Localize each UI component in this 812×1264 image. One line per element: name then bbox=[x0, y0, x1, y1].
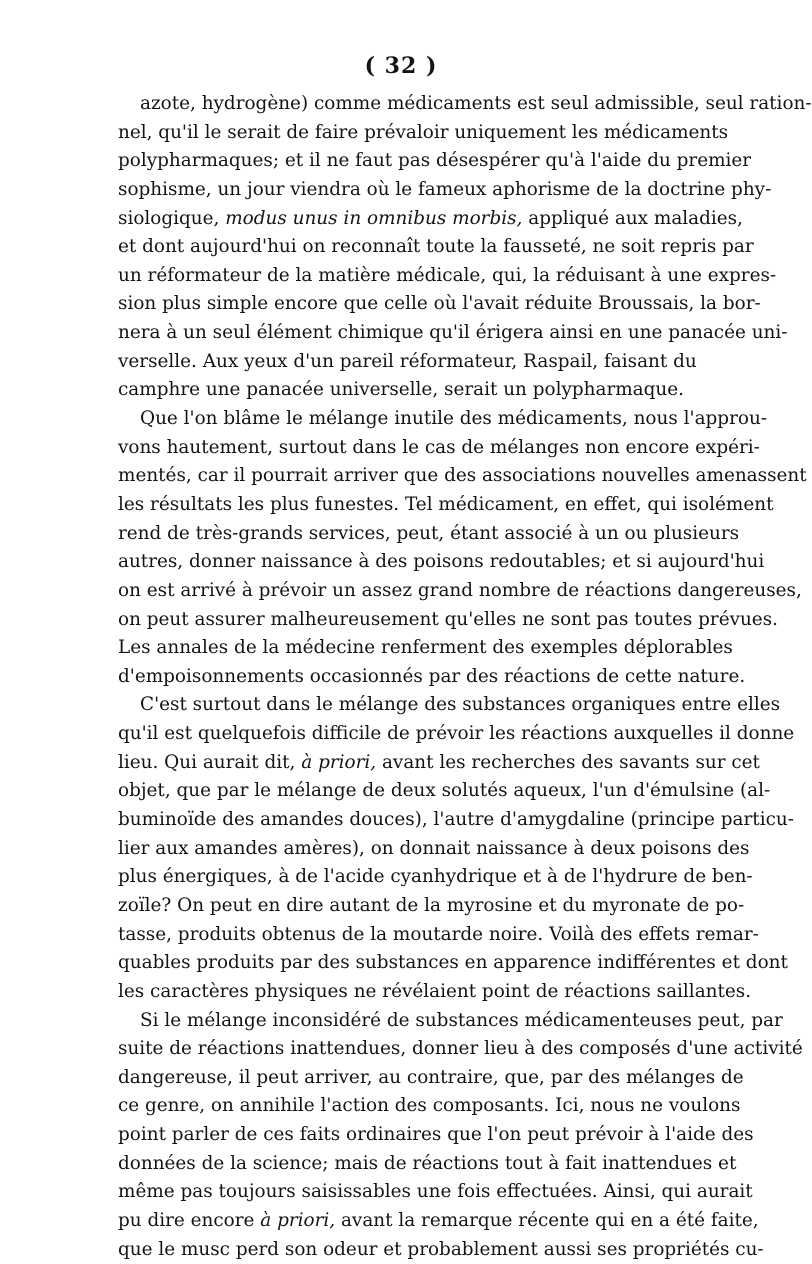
text-line: que le musc perd son odeur et probablement aussi ses propriétés cu- bbox=[118, 1236, 684, 1264]
text-line: sophisme, un jour viendra où le fameux aphorisme de la doctrine phy- bbox=[118, 176, 684, 205]
text-line: et dont aujourd'hui on reconnaît toute la fausseté, ne soit repris par bbox=[118, 233, 684, 262]
text-line: on est arrivé à prévoir un assez grand nombre de réactions dangereuses, bbox=[118, 577, 684, 606]
text-line: rend de très-grands services, peut, étant associé à un ou plusieurs bbox=[118, 520, 684, 549]
text-line: on peut assurer malheureusement qu'elles ne sont pas toutes prévues. bbox=[118, 606, 684, 635]
text-line: ce genre, on annihile l'action des composants. Ici, nous ne voulons bbox=[118, 1092, 684, 1121]
page-number: ( 32 ) bbox=[118, 48, 684, 84]
paragraph bbox=[118, 90, 684, 405]
text-line: vons hautement, surtout dans le cas de mélanges non encore expéri- bbox=[118, 434, 684, 463]
text-line: Que l'on blâme le mélange inutile des médicaments, nous l'approu- bbox=[118, 405, 684, 434]
text-line: suite de réactions inattendues, donner lieu à des composés d'une activité bbox=[118, 1035, 684, 1064]
text-line: azote, hydrogène) comme médicaments est seul admissible, seul ration- bbox=[118, 90, 684, 119]
text-line: quables produits par des substances en apparence indifférentes et dont bbox=[118, 949, 684, 978]
italic-phrase: à priori, bbox=[301, 752, 376, 773]
text-line: dangereuse, il peut arriver, au contraire, que, par des mélanges de bbox=[118, 1064, 684, 1093]
text-line: les résultats les plus funestes. Tel médicament, en effet, qui isolément bbox=[118, 491, 684, 520]
text-line: point parler de ces faits ordinaires que l'on peut prévoir à l'aide des bbox=[118, 1121, 684, 1150]
text-run: appliqué aux maladies, bbox=[522, 208, 743, 229]
text-line: un réformateur de la matière médicale, qui, la réduisant à une expres- bbox=[118, 262, 684, 291]
text-line: les caractères physiques ne révélaient point de réactions saillantes. bbox=[118, 978, 684, 1007]
text-run: pu dire encore bbox=[118, 1210, 260, 1231]
text-line: verselle. Aux yeux d'un pareil réformateur, Raspail, faisant du bbox=[118, 348, 684, 377]
paragraph bbox=[118, 691, 684, 1006]
text-line: camphre une panacée universelle, serait un polypharmaque. bbox=[118, 376, 684, 405]
text-line: autres, donner naissance à des poisons redoutables; et si aujourd'hui bbox=[118, 548, 684, 577]
text-line: nera à un seul élément chimique qu'il érigera ainsi en une panacée uni- bbox=[118, 319, 684, 348]
text-line: C'est surtout dans le mélange des substances organiques entre elles bbox=[118, 691, 684, 720]
paragraph bbox=[118, 405, 684, 691]
text-line: objet, que par le mélange de deux solutés aqueux, l'un d'émulsine (al- bbox=[118, 777, 684, 806]
text-run: siologique, bbox=[118, 208, 225, 229]
text-line: données de la science; mais de réactions tout à fait inattendues et bbox=[118, 1150, 684, 1179]
text-line bbox=[118, 205, 684, 234]
paragraph bbox=[118, 1007, 684, 1264]
text-line: Les annales de la médecine renferment des exemples déplorables bbox=[118, 634, 684, 663]
text-line: plus énergiques, à de l'acide cyanhydrique et à de l'hydrure de ben- bbox=[118, 863, 684, 892]
text-line bbox=[118, 1207, 684, 1236]
italic-phrase: modus unus in omnibus morbis, bbox=[225, 208, 522, 229]
text-line: zoïle? On peut en dire autant de la myrosine et du myronate de po- bbox=[118, 892, 684, 921]
page-body-text bbox=[118, 90, 684, 1264]
text-line: sion plus simple encore que celle où l'avait réduite Broussais, la bor- bbox=[118, 290, 684, 319]
text-line: nel, qu'il le serait de faire prévaloir uniquement les médicaments bbox=[118, 119, 684, 148]
italic-phrase: à priori, bbox=[260, 1210, 335, 1231]
text-line: même pas toujours saisissables une fois effectuées. Ainsi, qui aurait bbox=[118, 1178, 684, 1207]
text-line: tasse, produits obtenus de la moutarde noire. Voilà des effets remar- bbox=[118, 921, 684, 950]
text-run: avant les recherches des savants sur cet bbox=[376, 752, 760, 773]
text-line: polypharmaques; et il ne faut pas désespérer qu'à l'aide du premier bbox=[118, 147, 684, 176]
text-line: qu'il est quelquefois difficile de prévoir les réactions auxquelles il donne bbox=[118, 720, 684, 749]
text-line: lier aux amandes amères), on donnait naissance à deux poisons des bbox=[118, 835, 684, 864]
text-line: Si le mélange inconsidéré de substances médicamenteuses peut, par bbox=[118, 1007, 684, 1036]
text-line: d'empoisonnements occasionnés par des réactions de cette nature. bbox=[118, 663, 684, 692]
text-line: mentés, car il pourrait arriver que des associations nouvelles amenassent bbox=[118, 462, 684, 491]
text-line: buminoïde des amandes douces), l'autre d'amygdaline (principe particu- bbox=[118, 806, 684, 835]
text-run: avant la remarque récente qui en a été faite, bbox=[335, 1210, 758, 1231]
text-run: lieu. Qui aurait dit, bbox=[118, 752, 301, 773]
text-line bbox=[118, 749, 684, 778]
book-page bbox=[118, 48, 684, 1264]
